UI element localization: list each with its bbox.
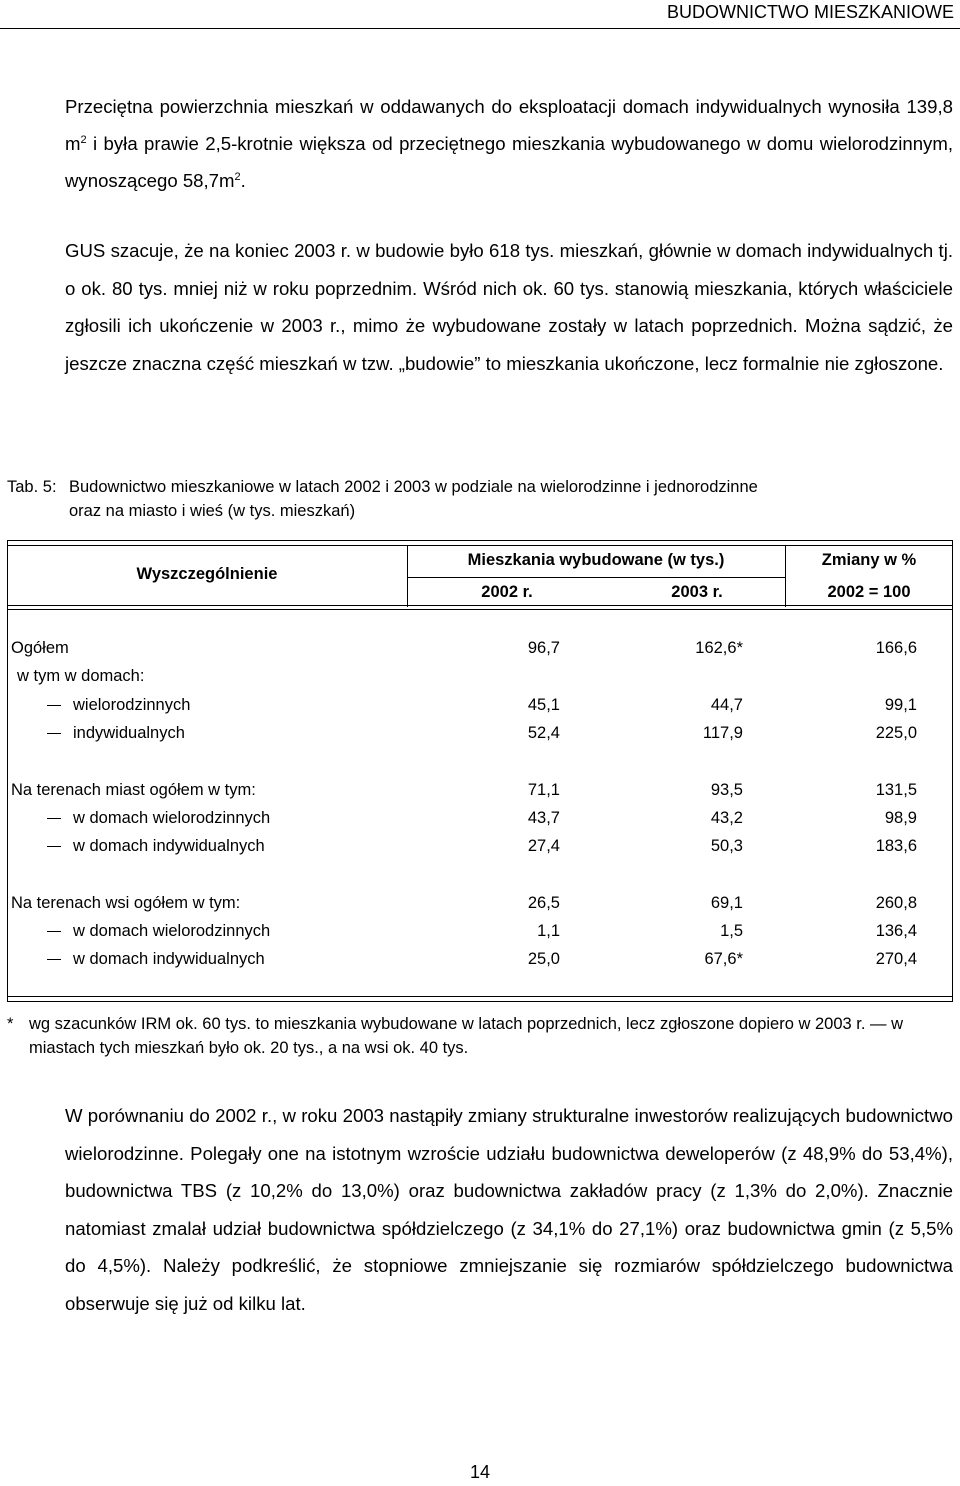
header-change-bottom: 2002 = 100 [827, 583, 911, 601]
table-row [7, 667, 953, 695]
dash-bullet [47, 959, 61, 960]
table-header-rule-inner [7, 609, 953, 610]
paragraph-average-area [7, 88, 953, 199]
caption-line2: oraz na miasto i wieś (w tys. mieszkań) [69, 502, 356, 520]
cell-change: 166,6 [875, 639, 917, 657]
cell-2002: 43,7 [527, 809, 560, 827]
dash-bullet [47, 818, 61, 819]
row-label: wielorodzinnych [73, 696, 191, 714]
row-label: Ogółem [11, 639, 69, 657]
header-group-rule [407, 577, 785, 578]
header-2002: 2002 r. [481, 583, 533, 601]
cell-2003: 67,6* [704, 950, 743, 968]
row-label: indywidualnych [73, 724, 185, 742]
cell-change: 136,4 [875, 922, 917, 940]
row-label: w domach indywidualnych [73, 837, 265, 855]
cell-2002: 45,1 [527, 696, 560, 714]
cell-2003: 117,9 [702, 724, 743, 742]
caption-line1: Budownictwo mieszkaniowe w latach 2002 i 2003 w podziale na wielorodzinne i jednorodzinne [69, 478, 758, 496]
row-label: w domach wielorodzinnych [73, 809, 271, 827]
cell-2002: 96,7 [527, 639, 560, 657]
table-bottom-inner-line [7, 996, 953, 997]
cell-2002: 26,5 [527, 894, 560, 912]
paragraph-investor-structure [7, 1097, 953, 1322]
cell-2002: 25,0 [527, 950, 560, 968]
table-row [7, 950, 953, 978]
header-2003: 2003 r. [671, 583, 723, 601]
dash-bullet [47, 705, 61, 706]
page-number: 14 [469, 1462, 491, 1482]
cell-change: 183,6 [875, 837, 917, 855]
cell-2003: 44,7 [710, 696, 743, 714]
row-label: w tym w domach: [17, 667, 145, 685]
para3-text: W porównaniu do 2002 r., w roku 2003 nastąpiły zmiany strukturalne inwestorów realizujących budownictwo wielorodzinne. Polegały one na istotnym wzroście udziału budownictwa deweloperów (z 48,9% do 53,4%), budownictwa TBS (z 10,2% do 13,0%) oraz budownictwa zakładów pracy (z 1,3% do 2,0%). Znacznie natomiast zmalał udział budownictwa spółdzielczego (z 34,1% do 27,1%) oraz budownictwa gmin (z 5,5% do 4,5%). Należy podkreślić, że stopniowe zmniejszanie się rozmiarów spółdzielczego budownictwa obserwuje się już od kilku lat. [65, 1105, 953, 1314]
table-caption [7, 475, 953, 523]
housing-table [7, 540, 953, 1002]
cell-2002: 27,4 [527, 837, 560, 855]
para1-text-a: Przeciętna powierzchnia mieszkań w oddawanych do eksploatacji domach indywidualnych wynosiła 139,8 m [65, 96, 953, 154]
cell-change: 270,4 [875, 950, 917, 968]
paragraph-gus-estimate [7, 232, 953, 382]
table-footnote [7, 1012, 953, 1060]
dash-bullet [47, 931, 61, 932]
header-group-built: Mieszkania wybudowane (w tys.) [467, 551, 725, 569]
cell-2003: 93,5 [710, 781, 743, 799]
table-header-rule [7, 605, 953, 606]
para2-text: GUS szacuje, że na koniec 2003 r. w budowie było 618 tys. mieszkań, głównie w domach indywidualnych tj. o ok. 80 tys. mniej niż w roku poprzednim. Wśród nich ok. 60 tys. stanowią mieszkania, których właściciele zgłosili ich ukończenie w 2003 r., mimo że wybudowane zostały w latach poprzednich. Można sądzić, że jeszcze znaczna część mieszkań w tzw. „budowie” to mieszkania ukończone, lecz formalnie nie zgłoszone. [65, 240, 953, 374]
footnote-text: wg szacunków IRM ok. 60 tys. to mieszkania wybudowane w latach poprzednich, lecz zgłoszone dopiero w 2003 r. — w miastach tych mieszkań było ok. 20 tys., a na wsi ok. 40 tys. [29, 1015, 904, 1057]
table-row [7, 696, 953, 724]
cell-2003: 50,3 [710, 837, 743, 855]
table-row [7, 639, 953, 667]
header-wyszczegolnienie: Wyszczególnienie [136, 565, 278, 583]
table-top-inner-line [7, 545, 953, 546]
superscript-2-a: 2 [80, 134, 87, 146]
row-label: Na terenach miast ogółem w tym: [11, 781, 256, 799]
para1-text-b: i była prawie 2,5-krotnie większa od przeciętnego mieszkania wybudowanego w domu wielorodzinnym, wynoszącego 58,7m [65, 133, 953, 191]
cell-change: 225,0 [875, 724, 917, 742]
caption-lead: Tab. 5: [7, 478, 57, 496]
table-row [7, 922, 953, 950]
row-label: Na terenach wsi ogółem w tym: [11, 894, 241, 912]
cell-2003: 69,1 [710, 894, 743, 912]
cell-change: 131,5 [875, 781, 917, 799]
table-row [7, 781, 953, 809]
cell-change: 98,9 [884, 809, 917, 827]
cell-2002: 1,1 [537, 922, 560, 940]
para1-text-c: . [240, 170, 246, 191]
cell-change: 99,1 [884, 696, 917, 714]
table-row [7, 894, 953, 922]
row-label: w domach wielorodzinnych [73, 922, 271, 940]
dash-bullet [47, 846, 61, 847]
cell-2003: 1,5 [720, 922, 743, 940]
page-header [0, 0, 960, 29]
cell-2002: 52,4 [527, 724, 560, 742]
cell-2002: 71,1 [527, 781, 560, 799]
cell-change: 260,8 [875, 894, 917, 912]
cell-2003: 162,6* [695, 639, 743, 657]
cell-2003: 43,2 [710, 809, 743, 827]
superscript-2-b: 2 [234, 171, 241, 183]
header-title: BUDOWNICTWO MIESZKANIOWE [667, 2, 954, 22]
table-row [7, 809, 953, 837]
table-row [7, 724, 953, 752]
dash-bullet [47, 733, 61, 734]
header-change-top: Zmiany w % [821, 551, 917, 569]
row-label: w domach indywidualnych [73, 950, 265, 968]
table-row [7, 837, 953, 865]
footnote-asterisk: * [7, 1015, 14, 1033]
